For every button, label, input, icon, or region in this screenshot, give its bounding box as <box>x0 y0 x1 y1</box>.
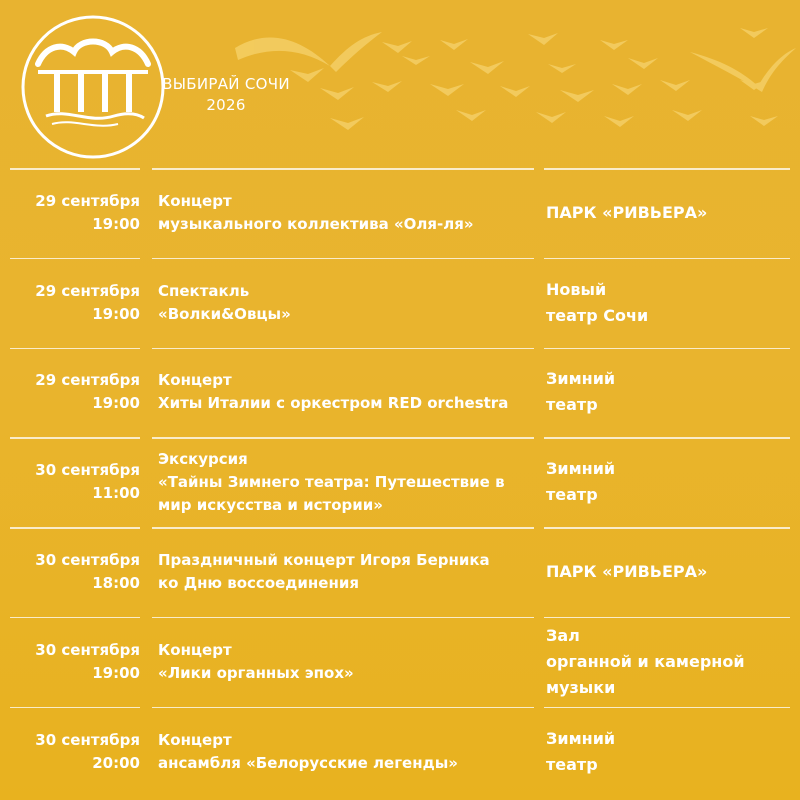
schedule-row <box>0 707 800 797</box>
brand-line-1: ВЫБИРАЙ СОЧИ <box>162 75 290 93</box>
event-time: 19:00 <box>92 214 140 233</box>
venue-line: театр Сочи <box>546 305 649 325</box>
event-date: 30 сентября <box>35 730 140 749</box>
venue-cell <box>546 168 796 258</box>
event-title-line: Хиты Италии с оркестром RED orchestra <box>158 394 509 413</box>
event-title-line: ко Дню воссоединения <box>158 574 359 593</box>
event-date: 30 сентября <box>35 640 140 659</box>
venue-line: Новый <box>546 279 607 299</box>
event-title-line: Концерт <box>158 191 232 210</box>
event-title-line: «Лики органных эпох» <box>158 663 354 682</box>
event-title-line: Спектакль <box>158 281 250 300</box>
date-cell <box>10 617 140 707</box>
event-title-line: «Волки&Овцы» <box>158 304 291 323</box>
venue-cell <box>546 348 796 438</box>
event-time: 19:00 <box>92 304 140 323</box>
event-title-line: Концерт <box>158 371 232 390</box>
schedule-row <box>0 617 800 707</box>
venue-cell <box>546 617 796 707</box>
date-cell <box>10 707 140 797</box>
venue-line: органной и камерной <box>546 651 745 671</box>
event-title-line: Праздничный концерт Игоря Берника <box>158 551 490 570</box>
event-cell <box>158 617 538 707</box>
event-title-line: «Тайны Зимнего театра: Путешествие в <box>158 472 505 491</box>
venue-line: Зимний <box>546 369 616 389</box>
event-cell <box>158 527 538 617</box>
date-cell <box>10 348 140 438</box>
schedule-row <box>0 348 800 438</box>
event-date: 30 сентября <box>35 461 140 480</box>
venue-line: Зимний <box>546 459 616 479</box>
venue-line: ПАРК «РИВЬЕРА» <box>546 202 708 222</box>
event-time: 18:00 <box>92 574 140 593</box>
brand-line-2: 2026 <box>206 96 246 114</box>
event-title-line: Концерт <box>158 730 232 749</box>
venue-cell <box>546 527 796 617</box>
venue-line: ПАРК «РИВЬЕРА» <box>546 562 708 582</box>
event-date: 29 сентября <box>35 281 140 300</box>
schedule-row <box>0 437 800 527</box>
venue-cell <box>546 707 796 797</box>
date-cell <box>10 437 140 527</box>
event-title-line: Экскурсия <box>158 449 248 468</box>
venue-line: Зал <box>546 625 580 645</box>
date-cell <box>10 168 140 258</box>
venue-line: театр <box>546 754 598 774</box>
event-title-line: Концерт <box>158 640 232 659</box>
event-time: 20:00 <box>92 753 140 772</box>
event-title-line: ансамбля «Белорусские легенды» <box>158 753 458 772</box>
date-cell <box>10 527 140 617</box>
venue-line: музыки <box>546 677 616 697</box>
event-cell <box>158 348 538 438</box>
schedule-row <box>0 168 800 258</box>
event-date: 29 сентября <box>35 371 140 390</box>
venue-line: театр <box>546 485 598 505</box>
event-cell <box>158 707 538 797</box>
venue-line: театр <box>546 395 598 415</box>
venue-cell <box>546 258 796 348</box>
venue-line: Зимний <box>546 728 616 748</box>
brand-title <box>146 74 306 116</box>
schedule-row <box>0 258 800 348</box>
schedule-row <box>0 527 800 617</box>
venue-cell <box>546 437 796 527</box>
date-cell <box>10 258 140 348</box>
event-date: 30 сентября <box>35 551 140 570</box>
event-cell <box>158 168 538 258</box>
event-date: 29 сентября <box>35 191 140 210</box>
event-time: 11:00 <box>92 484 140 503</box>
event-cell <box>158 437 538 527</box>
event-title-line: мир искусства и истории» <box>158 495 383 514</box>
event-time: 19:00 <box>92 394 140 413</box>
event-cell <box>158 258 538 348</box>
event-time: 19:00 <box>92 663 140 682</box>
schedule-list <box>0 168 800 797</box>
event-title-line: музыкального коллектива «Оля-ля» <box>158 214 474 233</box>
